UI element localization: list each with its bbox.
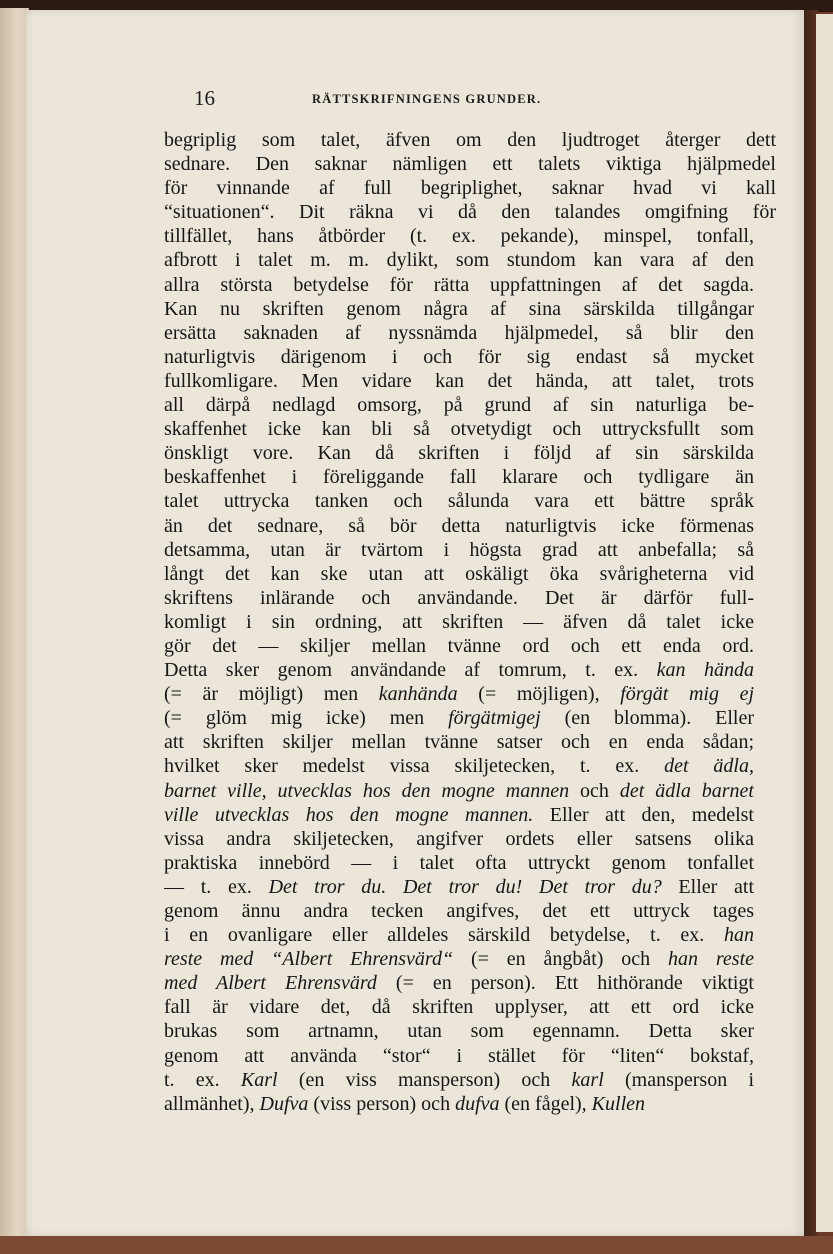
text-line	[164, 634, 754, 658]
text-segment: hvilket sker medelst vissa skiljetecken, t. ex.	[164, 755, 665, 778]
text-segment: talet uttrycka tanken och sålunda vara ett bättre språk	[164, 490, 754, 513]
text-segment: Eller att	[661, 875, 754, 898]
text-segment: önskligt vore. Kan då skriften i följd af sin särskilda	[164, 442, 754, 465]
italic-text: han	[724, 924, 754, 947]
text-line	[164, 489, 754, 513]
italic-text: det ädla barnet	[619, 779, 754, 802]
italic-text: reste med “Albert Ehrensvärd“	[164, 948, 454, 971]
text-line	[164, 1092, 754, 1116]
text-line	[164, 779, 754, 803]
text-segment: fall är vidare det, då skriften upplyser, att ett ord icke	[164, 996, 754, 1019]
text-line	[164, 224, 754, 248]
text-segment: (viss person) och	[308, 1092, 456, 1115]
facing-page-edge	[816, 14, 833, 1232]
text-segment: skriftens inlärande och användande. Det är därför full-	[164, 586, 754, 609]
text-segment: vissa andra skiljetecken, angifver ordets eller satsens olika	[164, 827, 754, 850]
text-segment: och	[569, 779, 620, 802]
text-line	[164, 297, 754, 321]
text-line	[164, 514, 754, 538]
italic-text: förgät mig ej	[620, 683, 754, 706]
italic-text: Karl	[240, 1068, 278, 1091]
text-line	[164, 273, 754, 297]
italic-text: dufva	[455, 1092, 500, 1115]
text-segment: “situationen“. Dit räkna vi då den talandes omgifning för	[164, 201, 776, 224]
text-line	[164, 152, 776, 176]
text-line	[164, 1068, 754, 1092]
text-line	[164, 899, 754, 923]
text-segment: (= glöm mig icke) men	[164, 707, 449, 730]
text-segment: än det sednare, så bör detta naturligtvis icke förmenas	[164, 514, 754, 537]
text-line	[164, 538, 754, 562]
text-line	[164, 128, 776, 152]
bottom-edge	[0, 1236, 833, 1254]
text-line	[164, 851, 754, 875]
text-segment: Eller att den, medelst	[533, 803, 754, 826]
italic-text: kan hända	[656, 659, 754, 682]
text-segment: Detta sker genom användande af tomrum, t. ex.	[164, 659, 657, 682]
text-segment: genom att använda “stor“ i stället för “liten“ bokstaf,	[164, 1044, 754, 1067]
text-segment: naturligtvis därigenom i och för sig endast så mycket	[164, 345, 754, 368]
text-line	[164, 706, 754, 730]
text-line	[164, 417, 754, 441]
text-line	[164, 465, 754, 489]
text-segment: (en blomma). Eller	[540, 707, 754, 730]
text-line	[164, 441, 754, 465]
text-segment: genom ännu andra tecken angifves, det ett uttryck tages	[164, 900, 754, 922]
text-line	[164, 393, 754, 417]
text-line	[164, 803, 754, 827]
text-segment: ersätta saknaden af nyssnämda hjälpmedel, så blir den	[164, 321, 754, 344]
italic-text: förgätmigej	[448, 707, 541, 730]
text-line	[164, 369, 754, 393]
text-segment: att skriften skiljer mellan tvänne satser och en enda sådan;	[164, 731, 754, 754]
text-segment: sednare. Den saknar nämligen ett talets viktiga hjälpmedel	[164, 153, 776, 176]
running-head: RÄTTSKRIFNINGENS GRUNDER.	[312, 92, 542, 106]
text-line	[164, 682, 754, 706]
text-segment: tillfället, hans åtbörder (t. ex. pekande), minspel, tonfall,	[164, 225, 754, 248]
text-segment: i en ovanligare eller alldeles särskild betydelse, t. ex.	[164, 924, 724, 947]
text-line	[164, 754, 754, 778]
text-segment: (= är möjligt) men	[164, 683, 379, 706]
text-segment: (en fågel),	[499, 1092, 592, 1115]
text-segment: brukas som artnamn, utan som egennamn. Detta sker	[164, 1020, 754, 1043]
text-line	[164, 200, 776, 224]
text-segment: skaffenhet icke kan bli så otvetydigt och uttrycksfullt som	[164, 418, 754, 441]
page-number: 16	[194, 86, 215, 110]
italic-text: med Albert Ehrensvärd	[164, 972, 377, 995]
italic-text: barnet ville, utvecklas hos den mogne mannen	[164, 779, 570, 802]
italic-text: han reste	[668, 948, 754, 971]
text-segment: praktiska innebörd — i talet ofta uttryckt genom tonfallet	[164, 851, 754, 874]
text-line	[164, 1044, 754, 1068]
text-segment: beskaffenhet i föreliggande fall klarare och tydligare än	[164, 466, 754, 489]
page-header	[194, 86, 754, 114]
text-segment: (mansperson i	[603, 1068, 754, 1091]
text-line	[164, 923, 754, 947]
text-line	[164, 610, 754, 634]
text-segment: — t. ex.	[164, 875, 269, 898]
text-segment: (en viss mansperson) och	[277, 1068, 572, 1091]
text-line	[164, 947, 754, 971]
text-segment: komligt i sin ordning, att skriften — äfven då talet icke	[164, 610, 754, 633]
text-segment: (= en ångbåt) och	[453, 948, 669, 971]
text-line	[164, 971, 754, 995]
italic-text: Det tror du. Det tror du! Det tror du?	[268, 875, 662, 898]
text-segment: afbrott i talet m. m. dylikt, som stundom kan vara af den	[164, 249, 754, 272]
text-segment: all därpå nedlagd omsorg, på grund af sin naturliga be-	[164, 394, 754, 417]
italic-text: Dufva	[259, 1092, 309, 1115]
text-line	[164, 248, 754, 272]
text-line	[164, 827, 754, 851]
text-segment: (= möjligen),	[457, 683, 621, 706]
text-segment: allmänhet),	[164, 1092, 260, 1115]
text-line	[164, 586, 754, 610]
italic-text: karl	[571, 1068, 604, 1091]
text-segment: långt det kan ske utan att oskäligt öka svårigheterna vid	[164, 562, 754, 585]
left-page-edge	[0, 8, 29, 1246]
text-segment: gör det — skiljer mellan tvänne ord och ett enda ord.	[164, 634, 754, 657]
text-segment: fullkomligare. Men vidare kan det hända, att talet, trots	[164, 369, 754, 392]
body-text	[164, 128, 776, 1116]
italic-text: ville utvecklas hos den mogne mannen.	[164, 803, 534, 826]
italic-text: det ädla,	[664, 755, 754, 778]
text-line	[164, 345, 754, 369]
italic-text: kanhända	[378, 683, 458, 706]
text-line	[164, 1019, 754, 1043]
text-segment: allra största betydelse för rätta uppfattningen af det sagda.	[164, 273, 754, 296]
text-segment: begriplig som talet, äfven om den ljudtroget återger dett	[164, 129, 776, 151]
text-line	[164, 176, 776, 200]
text-segment: t. ex.	[164, 1068, 241, 1091]
text-line	[164, 995, 754, 1019]
italic-text: Kullen	[591, 1092, 646, 1115]
text-segment: (= en person). Ett hithörande viktigt	[376, 972, 754, 995]
text-line	[164, 875, 754, 899]
text-line	[164, 562, 754, 586]
text-line	[164, 730, 754, 754]
text-segment: detsamma, utan är tvärtom i högsta grad att anbefalla; så	[164, 538, 754, 561]
text-line	[164, 321, 754, 345]
text-segment: för vinnande af full begriplighet, saknar hvad vi kall	[164, 177, 776, 200]
text-segment: Kan nu skriften genom några af sina särskilda tillgångar	[164, 297, 754, 320]
text-line	[164, 658, 754, 682]
